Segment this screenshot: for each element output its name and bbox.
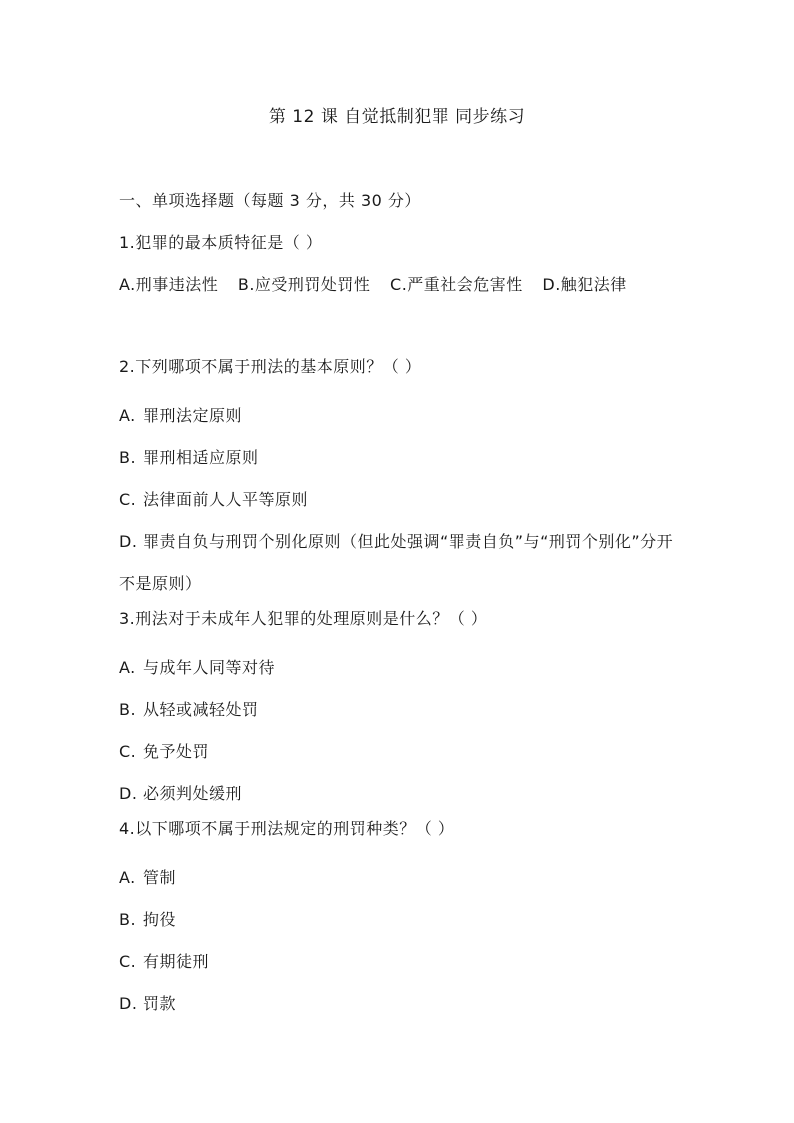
- option-text: 罪责自负与刑罚个别化原则（但此处强调“罪责自负”与“刑罚个别化”分开不是原则）: [119, 532, 674, 593]
- option-text: 与成年人同等对待: [143, 658, 276, 677]
- option-d: [119, 983, 679, 1025]
- option-letter: B.: [119, 448, 137, 467]
- question-stem: 4.以下哪项不属于刑法规定的刑罚种类？（ ）: [119, 819, 455, 838]
- option-d: D.触犯法律: [542, 275, 627, 294]
- option-text: 罪刑法定原则: [143, 406, 243, 425]
- option-text: 免予处罚: [143, 742, 210, 761]
- option-c: C.严重社会危害性: [390, 275, 523, 294]
- option-text: 拘役: [143, 910, 177, 929]
- option-text: 管制: [143, 868, 177, 887]
- page-title: 第 12 课 自觉抵制犯罪 同步练习: [268, 107, 526, 127]
- option-a: [119, 395, 679, 437]
- question-2: [119, 353, 679, 605]
- section-heading: 一、单项选择题（每题 3 分，共 30 分）: [119, 191, 421, 210]
- option-text: 必须判处缓刑: [143, 784, 243, 803]
- option-letter: D.: [119, 784, 138, 803]
- option-text: 有期徒刑: [143, 952, 210, 971]
- option-a: [119, 647, 679, 689]
- option-letter: C.: [119, 490, 137, 509]
- option-d: [119, 773, 679, 815]
- question-3: [119, 605, 679, 815]
- option-letter: C.: [119, 952, 137, 971]
- option-text: 罚款: [143, 994, 177, 1013]
- option-b: [119, 899, 679, 941]
- option-b: [119, 689, 679, 731]
- option-text: 罪刑相适应原则: [143, 448, 259, 467]
- option-letter: B.: [119, 910, 137, 929]
- option-d: [119, 521, 679, 605]
- option-text: 法律面前人人平等原则: [143, 490, 309, 509]
- question-1: [119, 229, 679, 353]
- option-b: B.应受刑罚处罚性: [237, 275, 371, 294]
- option-b: [119, 437, 679, 479]
- option-c: [119, 941, 679, 983]
- option-letter: C.: [119, 742, 137, 761]
- option-letter: D.: [119, 994, 138, 1013]
- option-letter: A.: [119, 658, 136, 677]
- option-letter: B.: [119, 700, 137, 719]
- option-c: [119, 731, 679, 773]
- option-a: A.刑事违法性: [119, 275, 219, 294]
- question-4: [119, 815, 679, 1025]
- question-stem: 2.下列哪项不属于刑法的基本原则？（ ）: [119, 357, 422, 376]
- option-letter: A.: [119, 868, 136, 887]
- question-stem: 1.犯罪的最本质特征是（ ）: [119, 233, 323, 252]
- option-a: [119, 857, 679, 899]
- option-letter: D.: [119, 532, 138, 551]
- option-letter: A.: [119, 406, 136, 425]
- question-list: [119, 229, 679, 1025]
- option-c: [119, 479, 679, 521]
- question-stem: 3.刑法对于未成年人犯罪的处理原则是什么？（ ）: [119, 609, 488, 628]
- option-row: [119, 271, 679, 313]
- option-text: 从轻或减轻处罚: [143, 700, 259, 719]
